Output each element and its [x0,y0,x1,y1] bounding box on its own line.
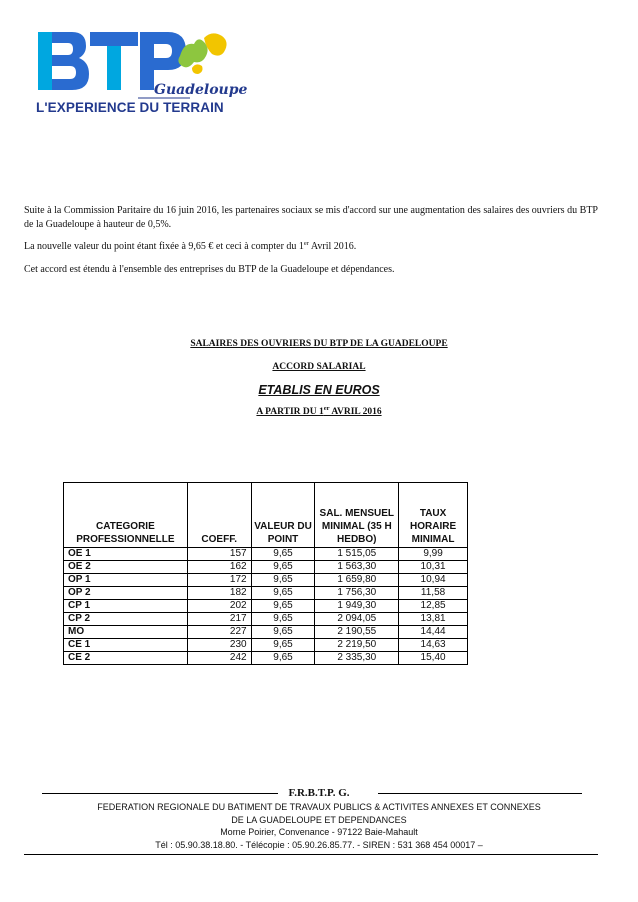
header-coeff: COEFF. [187,483,251,548]
cell-point-value: 9,65 [251,561,315,574]
cell-hourly-rate: 9,99 [399,548,468,561]
cell-point-value: 9,65 [251,600,315,613]
effective-date-heading: A PARTIR DU 1er AVRIL 2016 [256,405,382,417]
cell-category: CP 1 [64,600,188,613]
cell-point-value: 9,65 [251,587,315,600]
table-row [64,613,468,626]
cell-hourly-rate: 14,63 [399,639,468,652]
cell-point-value: 9,65 [251,652,315,665]
header-monthly-salary: SAL. MENSUEL MINIMAL (35 H HEDBO) [315,483,399,548]
cell-monthly-salary: 1 949,30 [315,600,399,613]
intro-paragraph-1: Suite à la Commission Paritaire du 16 juin 2016, les partenaires sociaux se mis d'accord sur une augmentation des salaires des ouvriers du BTP de la Guadeloupe à hauteur de 0,5%. [24,205,598,230]
cell-point-value: 9,65 [251,613,315,626]
cell-category: CE 1 [64,639,188,652]
currency-heading: ETABLIS EN EUROS [258,383,380,397]
doc-title: SALAIRES DES OUVRIERS DU BTP DE LA GUADELOUPE [190,339,448,349]
cell-coeff: 242 [187,652,251,665]
cell-monthly-salary: 2 219,50 [315,639,399,652]
cell-monthly-salary: 1 756,30 [315,587,399,600]
table-row [64,561,468,574]
cell-coeff: 162 [187,561,251,574]
cell-category: OP 1 [64,574,188,587]
cell-category: CP 2 [64,613,188,626]
cell-coeff: 230 [187,639,251,652]
cell-coeff: 217 [187,613,251,626]
cell-point-value: 9,65 [251,548,315,561]
cell-coeff: 182 [187,587,251,600]
header-point-value: VALEUR DU POINT [251,483,315,548]
cell-coeff: 172 [187,574,251,587]
cell-monthly-salary: 2 190,55 [315,626,399,639]
cell-coeff: 227 [187,626,251,639]
cell-category: OP 2 [64,587,188,600]
header-hourly-rate: TAUX HORAIRE MINIMAL [399,483,468,548]
cell-monthly-salary: 1 563,30 [315,561,399,574]
table-header-row [64,483,468,548]
footer-address [0,801,638,851]
salary-table [63,482,468,665]
cell-coeff: 157 [187,548,251,561]
logo-tagline: L'EXPERIENCE DU TERRAIN [36,100,224,115]
cell-monthly-salary: 2 335,30 [315,652,399,665]
cell-point-value: 9,65 [251,626,315,639]
table-row [64,600,468,613]
footer-line-1: FEDERATION REGIONALE DU BATIMENT DE TRAVAUX PUBLICS & ACTIVITES ANNEXES ET CONNEXES [97,802,541,812]
cell-category: CE 2 [64,652,188,665]
header-category: CATEGORIE PROFESSIONNELLE [64,483,188,548]
table-row [64,587,468,600]
cell-category: OE 2 [64,561,188,574]
cell-hourly-rate: 10,94 [399,574,468,587]
doc-subtitle: ACCORD SALARIAL [272,362,366,372]
cell-coeff: 202 [187,600,251,613]
cell-hourly-rate: 11,58 [399,587,468,600]
cell-category: OE 1 [64,548,188,561]
table-row [64,652,468,665]
footer-line-2: DE LA GUADELOUPE ET DEPENDANCES [231,814,407,825]
footer-bottom-rule [24,854,598,855]
cell-monthly-salary: 1 515,05 [315,548,399,561]
table-row [64,639,468,652]
logo-script-text: Guadeloupe [154,82,248,98]
footer-line-3: Morne Poirier, Convenance - 97122 Baie-Mahault [220,827,418,837]
cell-monthly-salary: 1 659,80 [315,574,399,587]
table-row [64,626,468,639]
cell-hourly-rate: 14,44 [399,626,468,639]
table-row [64,574,468,587]
cell-hourly-rate: 12,85 [399,600,468,613]
cell-hourly-rate: 15,40 [399,652,468,665]
cell-hourly-rate: 10,31 [399,561,468,574]
cell-monthly-salary: 2 094,05 [315,613,399,626]
cell-category: MO [64,626,188,639]
table-row [64,548,468,561]
intro-paragraph-2: La nouvelle valeur du point étant fixée à 9,65 € et ceci à compter du 1er Avril 2016. [24,240,357,252]
intro-paragraph-3: Cet accord est étendu à l'ensemble des entreprises du BTP de la Guadeloupe et dépendances. [24,264,395,275]
footer-org-name: F.R.B.T.P. G. [288,787,350,799]
footer-line-4: Tél : 05.90.38.18.80. - Télécopie : 05.90.26.85.77. - SIREN : 531 368 454 00017 – [155,839,483,850]
cell-point-value: 9,65 [251,639,315,652]
cell-hourly-rate: 13,81 [399,613,468,626]
cell-point-value: 9,65 [251,574,315,587]
